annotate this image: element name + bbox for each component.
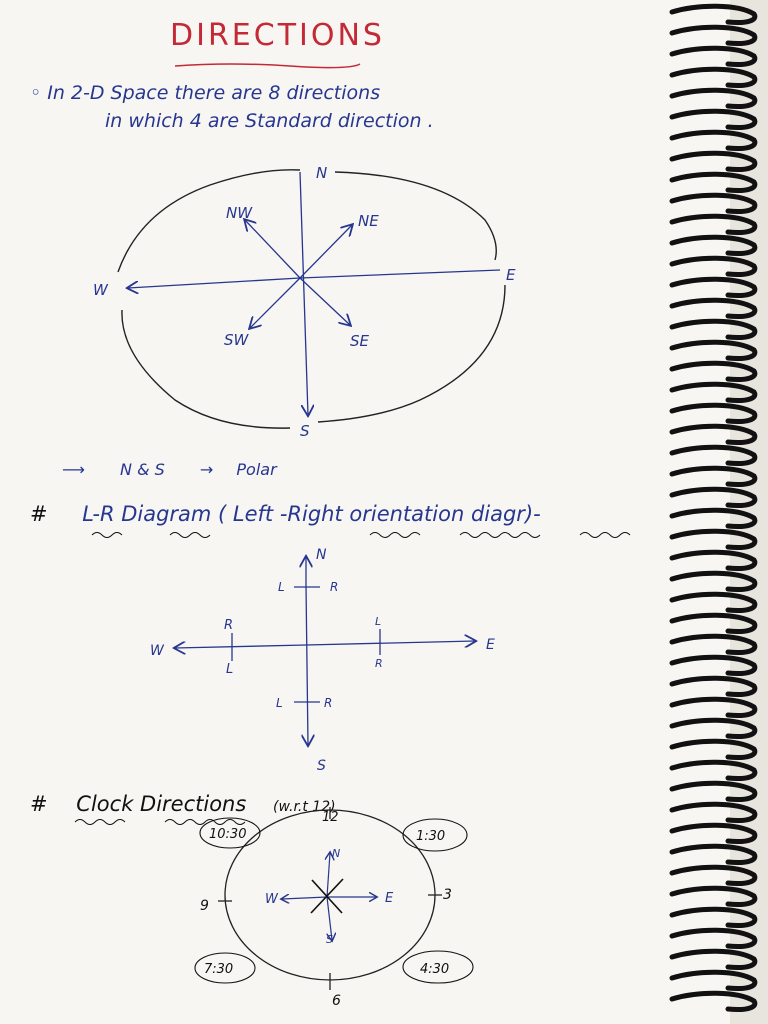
clock-430: 4:30 — [420, 962, 450, 977]
clock-diagram — [180, 805, 500, 1020]
clock-130: 1:30 — [416, 829, 446, 844]
lr-right-r: R — [375, 657, 383, 670]
compass-e: E — [506, 266, 516, 284]
clock-9: 9 — [200, 898, 209, 914]
compass-n: N — [316, 164, 328, 182]
lr-diagram — [130, 545, 530, 775]
lr-w: W — [150, 643, 164, 659]
poles-arrow-2: → — [199, 460, 214, 479]
lr-left-r: R — [224, 618, 234, 633]
lr-e: E — [486, 637, 495, 653]
page-title: DIRECTIONS — [170, 18, 385, 53]
clock-title: Clock Directions — [76, 792, 247, 816]
lr-underline — [90, 528, 650, 542]
clock-s: S — [326, 933, 333, 946]
lr-bottom-l: L — [276, 696, 283, 710]
lr-right-l: L — [375, 615, 382, 628]
poles-label: Polar — [236, 460, 277, 479]
clock-1030: 10:30 — [209, 827, 247, 842]
clock-e: E — [385, 891, 394, 906]
intro-line-2: in which 4 are Standard direction . — [105, 110, 434, 132]
lr-top-r: R — [330, 580, 339, 594]
poles-arrow: ⟶ — [62, 460, 85, 479]
compass-nw: NW — [226, 204, 253, 222]
clock-w: W — [265, 892, 278, 907]
clock-12: 12 — [322, 810, 339, 825]
clock-6: 6 — [332, 993, 341, 1009]
lr-left-l: L — [226, 662, 234, 677]
spiral-binding — [658, 0, 768, 1024]
lr-n: N — [316, 547, 327, 563]
poles-note — [62, 460, 277, 479]
lr-top-l: L — [278, 580, 285, 594]
lr-bottom-r: R — [324, 696, 333, 710]
clock-n: N — [332, 847, 341, 860]
compass-sw: SW — [224, 331, 249, 349]
clock-hash: # — [30, 792, 48, 816]
lr-hash: # — [30, 502, 48, 526]
clock-730: 7:30 — [204, 962, 234, 977]
compass-diagram — [0, 150, 640, 450]
clock-note: (w.r.t 12) — [272, 799, 336, 815]
intro-line-1: ◦ In 2-D Space there are 8 directions — [30, 82, 381, 104]
clock-3: 3 — [443, 887, 452, 903]
lr-title: L-R Diagram ( Left -Right orientation diagr)- — [82, 502, 541, 526]
lr-s: S — [317, 758, 326, 774]
compass-se: SE — [350, 332, 369, 350]
compass-w: W — [93, 281, 108, 299]
compass-ne: NE — [358, 212, 379, 230]
compass-s: S — [300, 422, 310, 440]
title-underline — [170, 60, 370, 72]
poles-ns: N & S — [120, 460, 165, 479]
lr-heading — [30, 502, 541, 526]
